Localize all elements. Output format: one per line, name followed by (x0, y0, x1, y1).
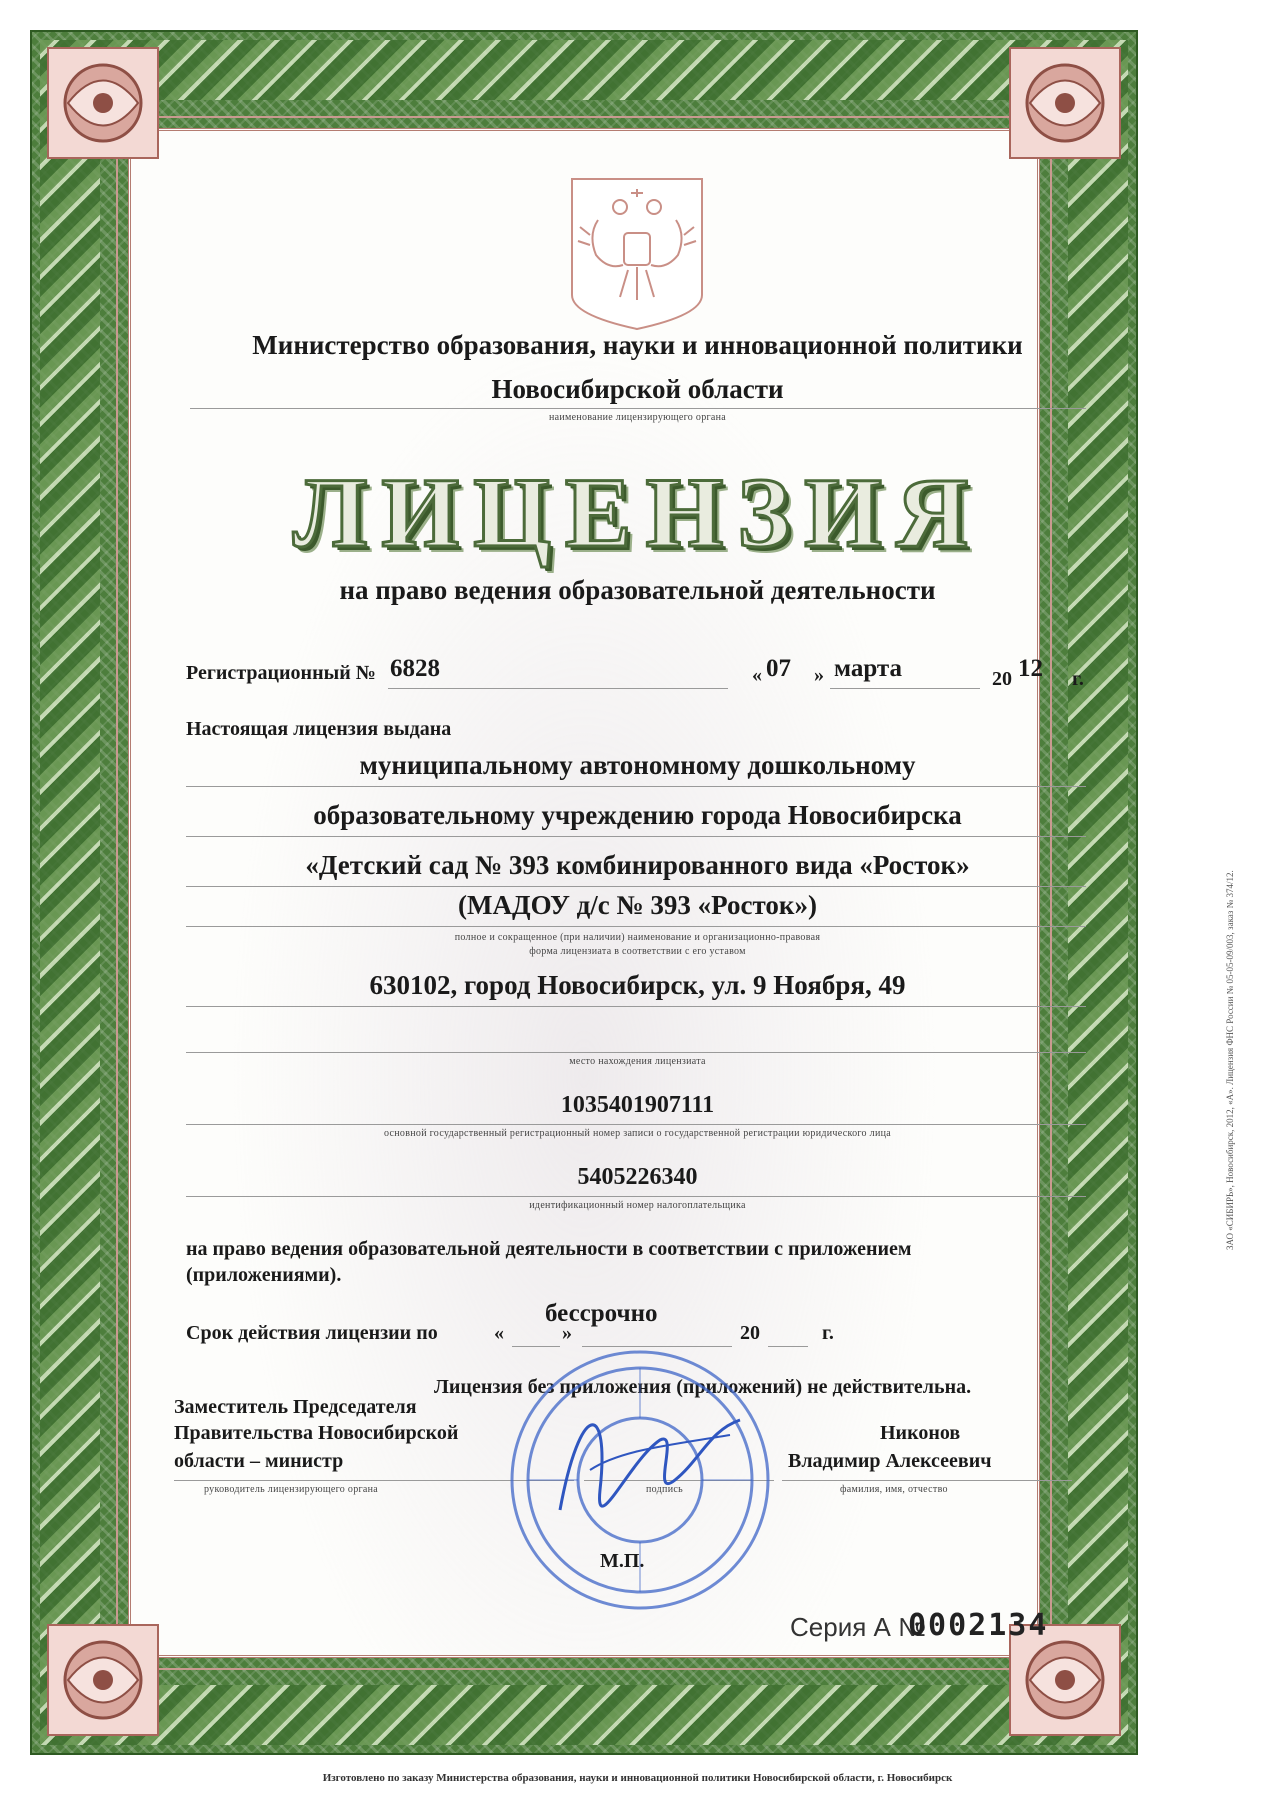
quote-open: « (752, 664, 762, 686)
validity-quote-close: » (562, 1322, 572, 1344)
official-seal-icon (500, 1340, 780, 1620)
signatory-name-caption: фамилия, имя, отчество (840, 1484, 948, 1495)
document-title: ЛИЦЕНЗИЯ (292, 457, 983, 568)
issuer-caption: наименование лицензирующего органа (548, 412, 727, 423)
licensee-line-4: (МАДОУ д/с № 393 «Росток») (458, 890, 817, 920)
inn-value: 5405226340 (577, 1164, 698, 1190)
underline (186, 886, 1086, 887)
signatory-surname: Никонов (880, 1422, 961, 1444)
appendix-notice: Лицензия без приложения (приложений) не действительна. (434, 1376, 972, 1398)
registration-month: марта (834, 655, 903, 682)
issued-to-label: Настоящая лицензия выдана (186, 718, 452, 740)
quote-close: » (814, 664, 824, 686)
corner-ornament-icon (28, 28, 178, 178)
licensee-address: 630102, город Новосибирск, ул. 9 Ноября, 49 (369, 970, 906, 1000)
series-number: 0002134 (908, 1608, 1049, 1643)
validity-value: бессрочно (545, 1300, 658, 1327)
underline (186, 926, 1086, 927)
underline (388, 688, 728, 689)
year-prefix: 20 (992, 668, 1012, 690)
side-print-info: ЗАО «СИБИРЬ», Новосибирск, 2012, «А». Лицензия ФНС России № 05-05-09/003, заказ № 374/12. (1225, 870, 1235, 1250)
licensee-caption-2: форма лицензиата в соответствии с его уставом (529, 946, 746, 957)
issuer-line-2: Новосибирской области (491, 374, 784, 404)
validity-label: Срок действия лицензии по (186, 1322, 438, 1344)
corner-ornament-icon (990, 28, 1140, 178)
underline (186, 836, 1086, 837)
licensee-line-2: образовательному учреждению города Новосибирска (313, 800, 962, 830)
licensee-line-3: «Детский сад № 393 комбинированного вида «Росток» (305, 850, 970, 880)
licensee-line-1: муниципальному автономному дошкольному (359, 750, 916, 780)
validity-year-unit: г. (822, 1322, 834, 1344)
signatory-position-caption: руководитель лицензирующего органа (204, 1484, 379, 1495)
signatory-position-1: Заместитель Председателя (174, 1396, 417, 1418)
ogrn-value: 1035401907111 (560, 1092, 715, 1118)
inn-caption: идентификационный номер налогоплательщика (529, 1200, 746, 1211)
series-label: Серия А № (790, 1612, 926, 1642)
year-unit: г. (1072, 668, 1084, 690)
signatory-position-3: области – министр (174, 1450, 344, 1472)
ogrn-caption: основной государственный регистрационный номер записи о государственной регистрации юридического лица (383, 1128, 891, 1139)
corner-ornament-icon (28, 1605, 178, 1755)
registration-label: Регистрационный № (186, 662, 376, 684)
underline (186, 1124, 1086, 1125)
underline (186, 786, 1086, 787)
registration-day: 07 (766, 655, 791, 682)
signature-stroke (560, 1420, 740, 1510)
address-caption: место нахождения лицензиата (569, 1056, 706, 1067)
document-subtitle: на право ведения образовательной деятельности (339, 575, 936, 605)
validity-quote-open: « (494, 1322, 504, 1344)
issuer-line-1: Министерство образования, науки и инновационной политики (252, 330, 1023, 360)
underline (186, 1006, 1086, 1007)
underline (190, 408, 1086, 409)
underline (782, 1480, 1072, 1481)
signature-caption: подпись (646, 1484, 683, 1495)
underline (830, 688, 980, 689)
registration-year: 12 (1018, 655, 1043, 682)
coat-of-arms-icon (568, 175, 706, 333)
validity-year-prefix: 20 (740, 1322, 760, 1344)
licensee-caption-1: полное и сокращенное (при наличии) наименование и организационно-правовая (454, 932, 821, 943)
underline (186, 1196, 1086, 1197)
registration-number: 6828 (390, 655, 440, 682)
purpose-line-1: на право ведения образовательной деятельности в соответствии с приложением (186, 1238, 912, 1260)
printer-footer: Изготовлено по заказу Министерства образования, науки и инновационной политики Новосибирской области, г. Новосибирск (322, 1772, 953, 1784)
underline (186, 1052, 1086, 1053)
signatory-given-names: Владимир Алексеевич (788, 1450, 992, 1472)
purpose-line-2: (приложениями). (186, 1264, 342, 1286)
signatory-position-2: Правительства Новосибирской (174, 1422, 459, 1444)
stamp-place-label: М.П. (600, 1550, 645, 1572)
